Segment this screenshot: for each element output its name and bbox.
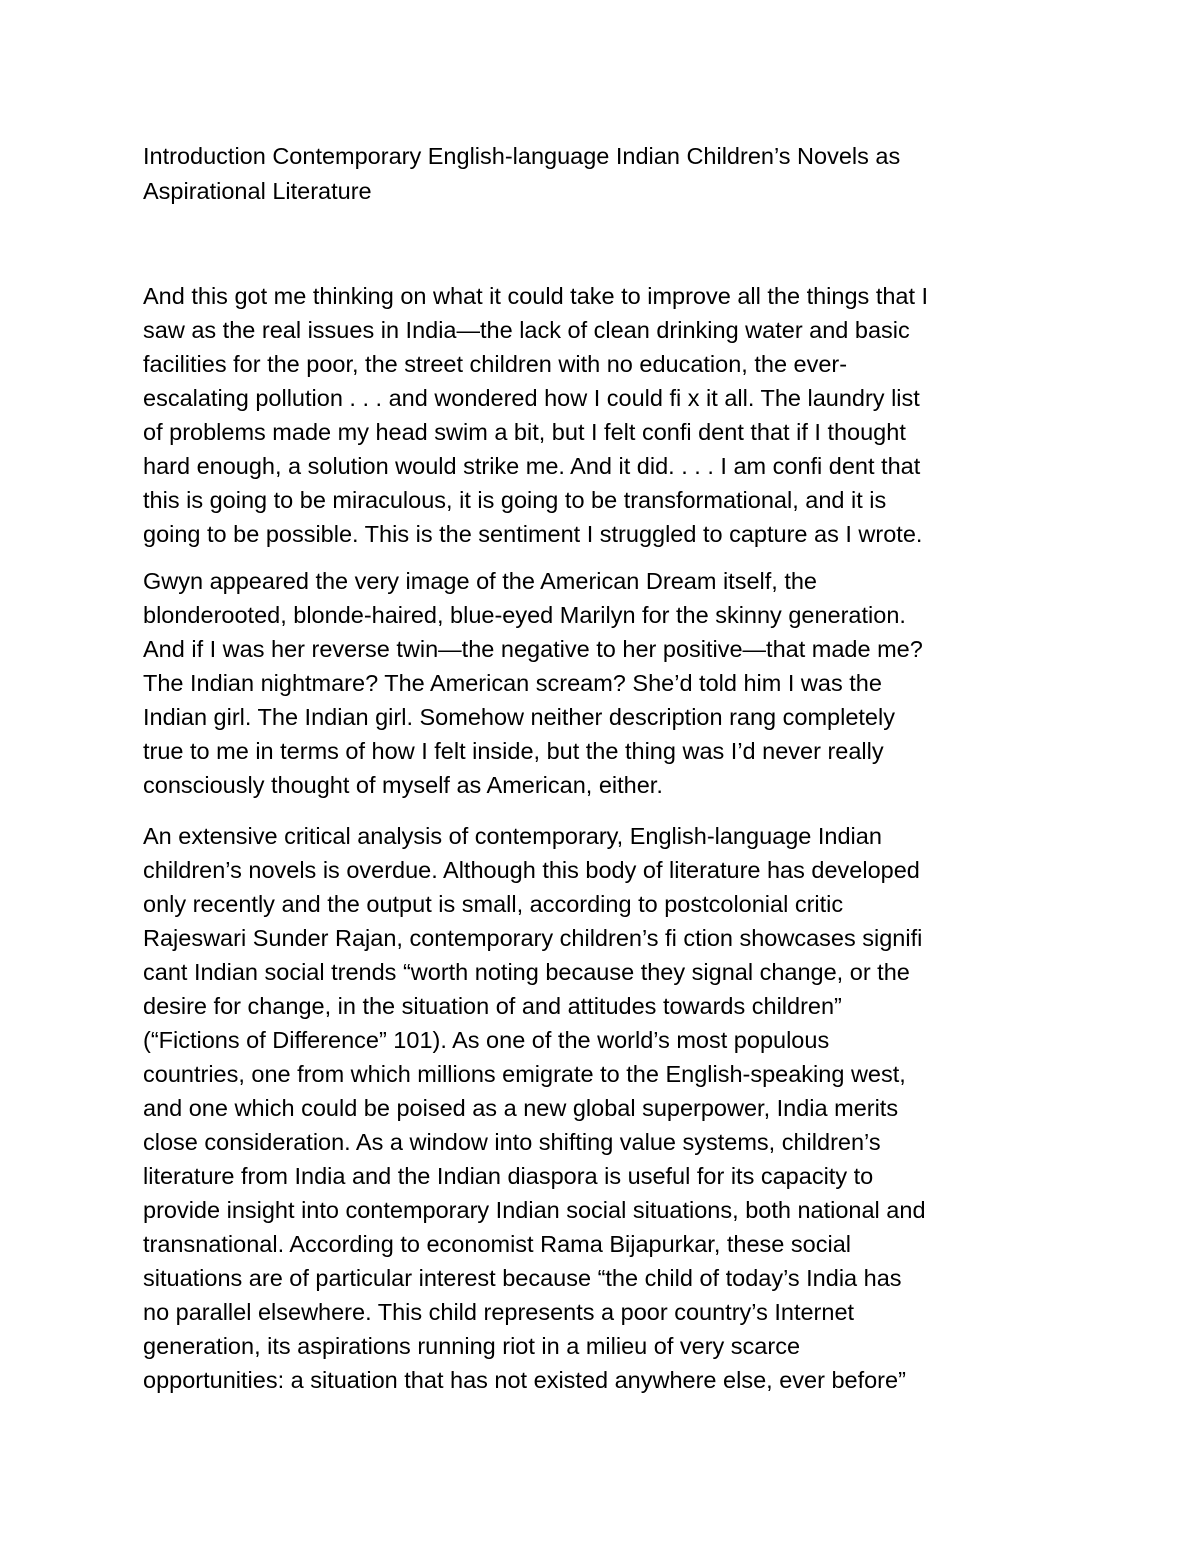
paragraph-line: consciously thought of myself as American, either. [143, 772, 663, 798]
paragraph-line: countries, one from which millions emigrate to the English-speaking west, [143, 1061, 906, 1087]
paragraph-line: literature from India and the Indian diaspora is useful for its capacity to [143, 1163, 874, 1189]
paragraph-line: and one which could be poised as a new global superpower, India merits [143, 1095, 899, 1121]
paragraph-line: no parallel elsewhere. This child represents a poor country’s Internet [143, 1299, 855, 1325]
paragraph-3 [143, 819, 1073, 1397]
paragraph-line: The Indian nightmare? The American scream? She’d told him I was the [143, 670, 882, 696]
paragraph-line: close consideration. As a window into shifting value systems, children’s [143, 1129, 881, 1155]
title-line: Introduction Contemporary English-language Indian Children’s Novels as [143, 143, 901, 169]
paragraph-line: Indian girl. The Indian girl. Somehow neither description rang completely [143, 704, 895, 730]
paragraph-1 [143, 279, 1073, 551]
paragraph-line: (“Fictions of Difference” 101). As one of the world’s most populous [143, 1027, 830, 1053]
paragraph-line: facilities for the poor, the street children with no education, the ever- [143, 351, 848, 377]
title-line: Aspirational Literature [143, 178, 372, 204]
paragraph-line: transnational. According to economist Rama Bijapurkar, these social [143, 1231, 851, 1257]
paragraph-line: And if I was her reverse twin—the negative to her positive—that made me? [143, 636, 923, 662]
paragraph-line: blonderooted, blonde-haired, blue-eyed Marilyn for the skinny generation. [143, 602, 906, 628]
document-title [143, 139, 1073, 209]
paragraph-line: Gwyn appeared the very image of the American Dream itself, the [143, 568, 817, 594]
paragraph-line: of problems made my head swim a bit, but I felt confi dent that if I thought [143, 419, 906, 445]
paragraph-line: provide insight into contemporary Indian social situations, both national and [143, 1197, 926, 1223]
paragraph-line: true to me in terms of how I felt inside, but the thing was I’d never really [143, 738, 884, 764]
paragraph-line: An extensive critical analysis of contemporary, English-language Indian [143, 823, 882, 849]
paragraph-line: cant Indian social trends “worth noting because they signal change, or the [143, 959, 910, 985]
paragraph-line: children’s novels is overdue. Although this body of literature has developed [143, 857, 920, 883]
paragraph-line: this is going to be miraculous, it is going to be transformational, and it is [143, 487, 887, 513]
paragraph-line: only recently and the output is small, according to postcolonial critic [143, 891, 844, 917]
paragraph-line: generation, its aspirations running riot in a milieu of very scarce [143, 1333, 801, 1359]
paragraph-line: opportunities: a situation that has not existed anywhere else, ever before” [143, 1367, 906, 1393]
paragraph-line: saw as the real issues in India—the lack of clean drinking water and basic [143, 317, 910, 343]
paragraph-line: going to be possible. This is the sentiment I struggled to capture as I wrote. [143, 521, 923, 547]
paragraph-line: desire for change, in the situation of and attitudes towards children” [143, 993, 842, 1019]
paragraph-line: And this got me thinking on what it could take to improve all the things that I [143, 283, 929, 309]
paragraph-line: situations are of particular interest because “the child of today’s India has [143, 1265, 902, 1291]
paragraph-line: Rajeswari Sunder Rajan, contemporary children’s fi ction showcases signifi [143, 925, 923, 951]
paragraph-2 [143, 564, 1073, 802]
paragraph-line: escalating pollution . . . and wondered how I could fi x it all. The laundry list [143, 385, 920, 411]
paragraph-line: hard enough, a solution would strike me. And it did. . . . I am confi dent that [143, 453, 921, 479]
